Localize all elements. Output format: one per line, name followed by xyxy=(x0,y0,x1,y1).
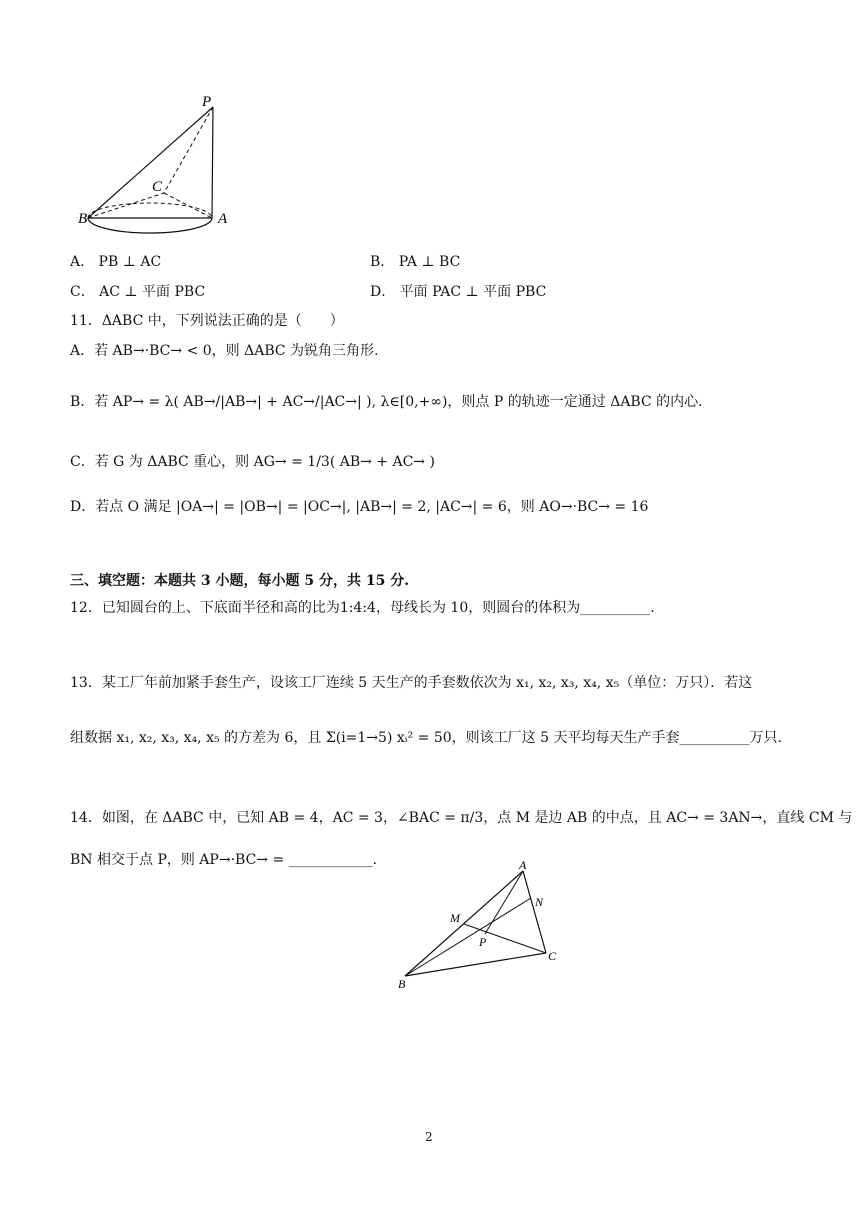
label-a: A xyxy=(218,211,228,227)
figure-triangle-abc xyxy=(390,858,570,993)
label-b: B xyxy=(78,211,88,227)
figure-pyramid-on-circle xyxy=(70,90,240,240)
q14-line1: 14．如图，在 ΔABC 中，已知 AB = 4，AC = 3，∠BAC = π/3，点 M 是边 AB 的中点，且 AC→ = 3AN→，直线 CM 与 xyxy=(70,810,853,826)
q10-option-b: B． PA ⊥ BC xyxy=(370,254,461,270)
q11-option-c: C．若 G 为 ΔABC 重心，则 AG→ = 1/3( AB→ + AC→ ) xyxy=(70,454,435,470)
q10-option-d: D． 平面 PAC ⊥ 平面 PBC xyxy=(370,284,547,300)
section-3-heading: 三、填空题：本题共 3 小题，每小题 5 分，共 15 分. xyxy=(70,573,410,589)
q11-stem: 11．ΔABC 中，下列说法正确的是（ ） xyxy=(70,313,344,329)
page-number: 2 xyxy=(425,1130,433,1144)
q13-line1: 13．某工厂年前加紧手套生产，设该工厂连续 5 天生产的手套数依次为 x₁, x₂, x₃, x₄, x₅（单位：万只）．若这 xyxy=(70,675,753,691)
label-c: C xyxy=(152,179,163,195)
q11-option-d: D．若点 O 满足 |OA→| = |OB→| = |OC→|, |AB→| = 2, |AC→| = 6，则 AO→·BC→ = 16 xyxy=(70,499,649,515)
q12-text: 12．已知圆台的上、下底面半径和高的比为1:4:4，母线长为 10，则圆台的体积为__________. xyxy=(70,600,655,616)
q13-line2: 组数据 x₁, x₂, x₃, x₄, x₅ 的方差为 6，且 Σ(i=1→5) xᵢ² = 50，则该工厂这 5 天平均每天生产手套__________万只. xyxy=(70,730,782,746)
q14-line2: BN 相交于点 P，则 AP→·BC→ = ____________. xyxy=(70,852,378,868)
fig2-label-m: M xyxy=(450,911,460,925)
fig2-label-a: A xyxy=(519,858,527,872)
q10-option-c: C． AC ⊥ 平面 PBC xyxy=(70,284,206,300)
label-p: P xyxy=(202,94,212,110)
fig2-label-c: C xyxy=(548,949,557,963)
fig2-label-b: B xyxy=(398,977,406,991)
q11-option-a: A．若 AB→·BC→ < 0，则 ΔABC 为锐角三角形. xyxy=(70,343,379,359)
q11-option-b: B．若 AP→ = λ( AB→/|AB→| + AC→/|AC→| ), λ∈[0,+∞)，则点 P 的轨迹一定通过 ΔABC 的内心. xyxy=(70,394,703,410)
fig2-label-p: P xyxy=(479,935,487,949)
q10-option-a: A． PB ⊥ AC xyxy=(70,254,162,270)
fig2-label-n: N xyxy=(535,895,544,909)
